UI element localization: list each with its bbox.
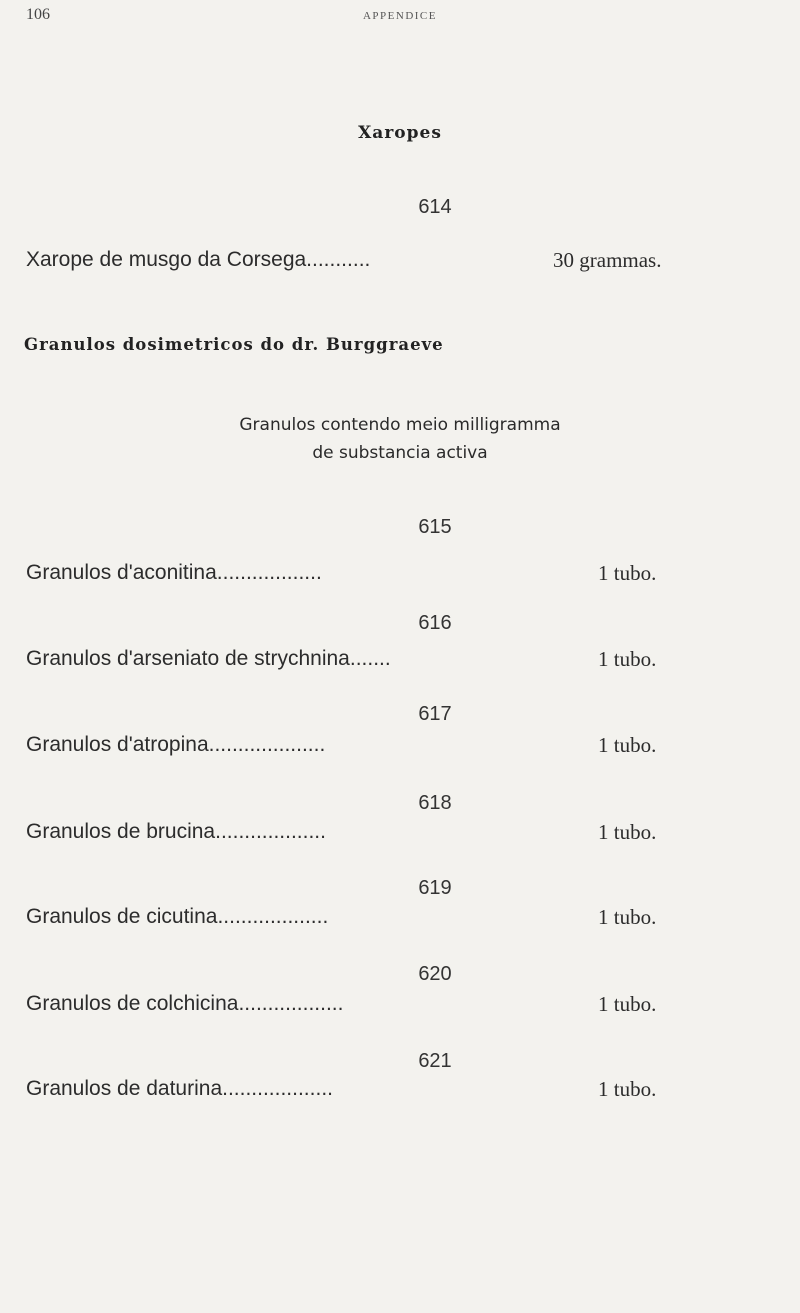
- item-number: 619: [418, 877, 452, 899]
- section-subtitle: Granulos contendo meio milligramma: [239, 415, 561, 435]
- item-name: Granulos de cicutina...................: [26, 905, 329, 928]
- section-subtitle: de substancia activa: [312, 443, 488, 463]
- item-name: Granulos de brucina...................: [26, 820, 326, 843]
- section-title-xaropes: Xaropes: [358, 123, 442, 143]
- item-quantity: 1 tubo.: [598, 733, 657, 757]
- item-number: 616: [418, 612, 452, 634]
- item-quantity: 1 tubo.: [598, 647, 657, 671]
- item-name: Xarope de musgo da Corsega...........: [26, 248, 371, 271]
- item-quantity: 1 tubo.: [598, 1077, 657, 1101]
- item-number: 620: [418, 963, 452, 985]
- item-name: Granulos de colchicina..................: [26, 992, 344, 1015]
- item-name: Granulos de daturina...................: [26, 1077, 333, 1100]
- item-number: 617: [418, 703, 452, 725]
- item-quantity: 1 tubo.: [598, 820, 657, 844]
- item-number: 618: [418, 792, 452, 814]
- item-quantity: 30 grammas.: [553, 248, 662, 272]
- item-quantity: 1 tubo.: [598, 905, 657, 929]
- item-name: Granulos d'aconitina..................: [26, 561, 322, 584]
- page-number: 106: [26, 6, 50, 23]
- item-number: 615: [418, 516, 452, 538]
- item-number: 614: [418, 196, 452, 218]
- item-quantity: 1 tubo.: [598, 992, 657, 1016]
- section-title-granulos: Granulos dosimetricos do dr. Burggraeve: [24, 335, 444, 354]
- item-number: 621: [418, 1050, 452, 1072]
- item-quantity: 1 tubo.: [598, 561, 657, 585]
- item-name: Granulos d'arseniato de strychnina.......: [26, 647, 391, 670]
- item-name: Granulos d'atropina....................: [26, 733, 326, 756]
- running-head: APPENDICE: [362, 10, 437, 22]
